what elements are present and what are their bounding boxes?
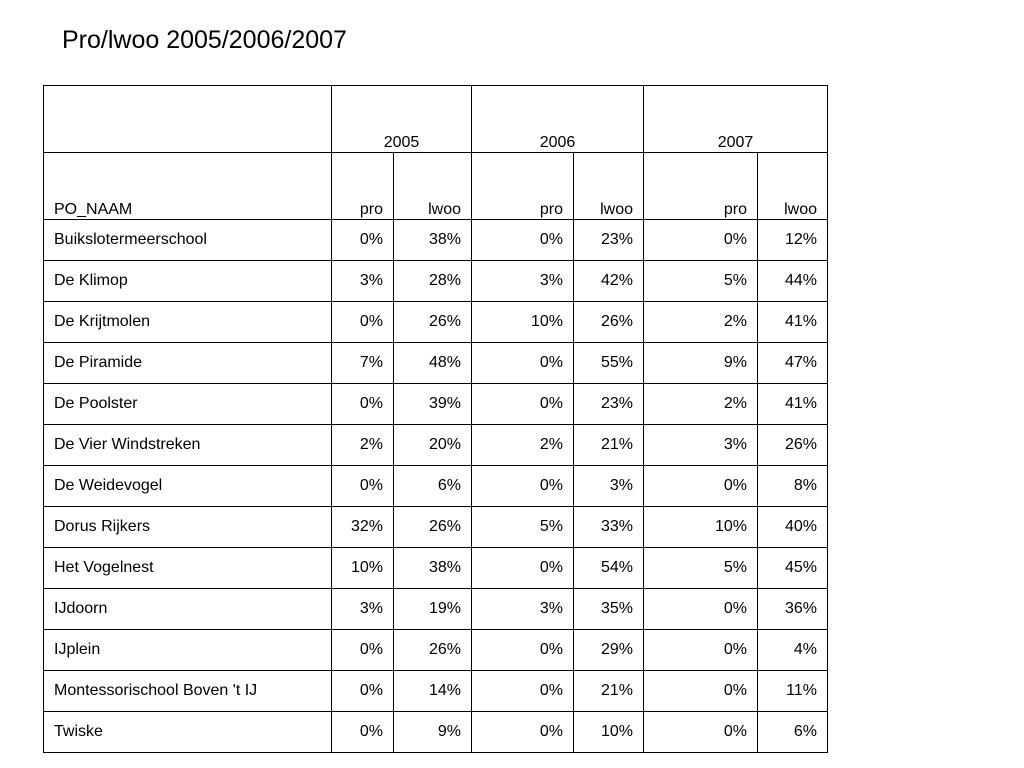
value-cell-pro-2006: 5% — [472, 507, 574, 548]
school-name-cell: Buikslotermeerschool — [44, 220, 332, 261]
value-cell-lwoo-2007: 26% — [758, 425, 828, 466]
value-cell-pro-2005: 3% — [332, 589, 394, 630]
value-cell-lwoo-2007: 11% — [758, 671, 828, 712]
school-name-cell: Montessorischool Boven 't IJ — [44, 671, 332, 712]
value-cell-pro-2005: 32% — [332, 507, 394, 548]
table-row — [44, 220, 828, 261]
value-cell-pro-2005: 0% — [332, 630, 394, 671]
value-cell-lwoo-2006: 3% — [574, 466, 644, 507]
school-name-cell: Het Vogelnest — [44, 548, 332, 589]
value-cell-pro-2007: 0% — [644, 589, 758, 630]
value-cell-lwoo-2005: 48% — [394, 343, 472, 384]
year-header-row — [44, 86, 828, 153]
table-row — [44, 630, 828, 671]
school-name-cell: De Vier Windstreken — [44, 425, 332, 466]
value-cell-lwoo-2005: 28% — [394, 261, 472, 302]
value-cell-pro-2006: 0% — [472, 548, 574, 589]
value-cell-lwoo-2006: 23% — [574, 220, 644, 261]
school-name-cell: Twiske — [44, 712, 332, 753]
value-cell-lwoo-2007: 6% — [758, 712, 828, 753]
value-cell-lwoo-2005: 19% — [394, 589, 472, 630]
school-name-cell: Dorus Rijkers — [44, 507, 332, 548]
value-cell-lwoo-2007: 45% — [758, 548, 828, 589]
value-cell-lwoo-2006: 29% — [574, 630, 644, 671]
value-cell-lwoo-2005: 26% — [394, 507, 472, 548]
table-row — [44, 466, 828, 507]
column-header-pro-2005: pro — [332, 153, 394, 220]
value-cell-lwoo-2005: 14% — [394, 671, 472, 712]
value-cell-lwoo-2007: 8% — [758, 466, 828, 507]
value-cell-lwoo-2007: 41% — [758, 384, 828, 425]
table-row — [44, 712, 828, 753]
value-cell-pro-2006: 10% — [472, 302, 574, 343]
value-cell-pro-2006: 3% — [472, 589, 574, 630]
school-name-cell: De Weidevogel — [44, 466, 332, 507]
value-cell-lwoo-2006: 21% — [574, 425, 644, 466]
value-cell-lwoo-2006: 21% — [574, 671, 644, 712]
value-cell-pro-2006: 0% — [472, 630, 574, 671]
value-cell-pro-2005: 0% — [332, 671, 394, 712]
value-cell-lwoo-2005: 20% — [394, 425, 472, 466]
value-cell-pro-2005: 0% — [332, 384, 394, 425]
value-cell-lwoo-2006: 10% — [574, 712, 644, 753]
school-name-cell: De Poolster — [44, 384, 332, 425]
table-row — [44, 343, 828, 384]
value-cell-pro-2006: 3% — [472, 261, 574, 302]
value-cell-lwoo-2007: 36% — [758, 589, 828, 630]
page-title: Pro/lwoo 2005/2006/2007 — [62, 26, 347, 54]
value-cell-pro-2007: 0% — [644, 466, 758, 507]
value-cell-pro-2007: 5% — [644, 548, 758, 589]
value-cell-lwoo-2005: 38% — [394, 220, 472, 261]
value-cell-pro-2006: 2% — [472, 425, 574, 466]
school-name-cell: IJdoorn — [44, 589, 332, 630]
table-row — [44, 671, 828, 712]
value-cell-lwoo-2007: 4% — [758, 630, 828, 671]
value-cell-lwoo-2006: 54% — [574, 548, 644, 589]
value-cell-lwoo-2007: 12% — [758, 220, 828, 261]
value-cell-pro-2005: 2% — [332, 425, 394, 466]
column-header-name: PO_NAAM — [44, 153, 332, 220]
value-cell-lwoo-2006: 23% — [574, 384, 644, 425]
value-cell-pro-2005: 0% — [332, 712, 394, 753]
table-row — [44, 548, 828, 589]
value-cell-lwoo-2005: 38% — [394, 548, 472, 589]
value-cell-pro-2007: 0% — [644, 220, 758, 261]
value-cell-pro-2005: 0% — [332, 220, 394, 261]
year-header-2005: 2005 — [332, 86, 472, 153]
value-cell-pro-2006: 0% — [472, 671, 574, 712]
value-cell-pro-2006: 0% — [472, 343, 574, 384]
value-cell-pro-2005: 0% — [332, 466, 394, 507]
school-name-cell: IJplein — [44, 630, 332, 671]
school-name-cell: De Piramide — [44, 343, 332, 384]
value-cell-lwoo-2006: 42% — [574, 261, 644, 302]
value-cell-pro-2005: 10% — [332, 548, 394, 589]
table-row — [44, 302, 828, 343]
column-header-pro-2007: pro — [644, 153, 758, 220]
value-cell-pro-2005: 0% — [332, 302, 394, 343]
value-cell-pro-2007: 5% — [644, 261, 758, 302]
table-row — [44, 384, 828, 425]
value-cell-lwoo-2005: 6% — [394, 466, 472, 507]
value-cell-pro-2005: 7% — [332, 343, 394, 384]
value-cell-lwoo-2007: 41% — [758, 302, 828, 343]
table-row — [44, 425, 828, 466]
value-cell-lwoo-2007: 44% — [758, 261, 828, 302]
value-cell-lwoo-2006: 55% — [574, 343, 644, 384]
value-cell-pro-2007: 0% — [644, 712, 758, 753]
value-cell-pro-2007: 3% — [644, 425, 758, 466]
column-header-pro-2006: pro — [472, 153, 574, 220]
value-cell-pro-2007: 2% — [644, 384, 758, 425]
value-cell-lwoo-2005: 9% — [394, 712, 472, 753]
school-name-cell: De Klimop — [44, 261, 332, 302]
value-cell-pro-2007: 2% — [644, 302, 758, 343]
column-header-lwoo-2007: lwoo — [758, 153, 828, 220]
value-cell-pro-2007: 9% — [644, 343, 758, 384]
value-cell-lwoo-2006: 26% — [574, 302, 644, 343]
column-header-row — [44, 153, 828, 220]
column-header-lwoo-2006: lwoo — [574, 153, 644, 220]
table-row — [44, 589, 828, 630]
value-cell-lwoo-2005: 26% — [394, 630, 472, 671]
value-cell-lwoo-2006: 35% — [574, 589, 644, 630]
year-header-2007: 2007 — [644, 86, 828, 153]
value-cell-lwoo-2007: 40% — [758, 507, 828, 548]
value-cell-pro-2006: 0% — [472, 220, 574, 261]
school-name-cell: De Krijtmolen — [44, 302, 332, 343]
value-cell-pro-2007: 0% — [644, 671, 758, 712]
value-cell-lwoo-2006: 33% — [574, 507, 644, 548]
value-cell-lwoo-2007: 47% — [758, 343, 828, 384]
year-header-2006: 2006 — [472, 86, 644, 153]
value-cell-pro-2006: 0% — [472, 466, 574, 507]
table-row — [44, 507, 828, 548]
data-table — [43, 85, 828, 753]
value-cell-pro-2005: 3% — [332, 261, 394, 302]
value-cell-pro-2006: 0% — [472, 384, 574, 425]
value-cell-lwoo-2005: 39% — [394, 384, 472, 425]
column-header-lwoo-2005: lwoo — [394, 153, 472, 220]
header-empty-cell — [44, 86, 332, 153]
value-cell-pro-2007: 0% — [644, 630, 758, 671]
value-cell-pro-2007: 10% — [644, 507, 758, 548]
table-row — [44, 261, 828, 302]
value-cell-pro-2006: 0% — [472, 712, 574, 753]
value-cell-lwoo-2005: 26% — [394, 302, 472, 343]
